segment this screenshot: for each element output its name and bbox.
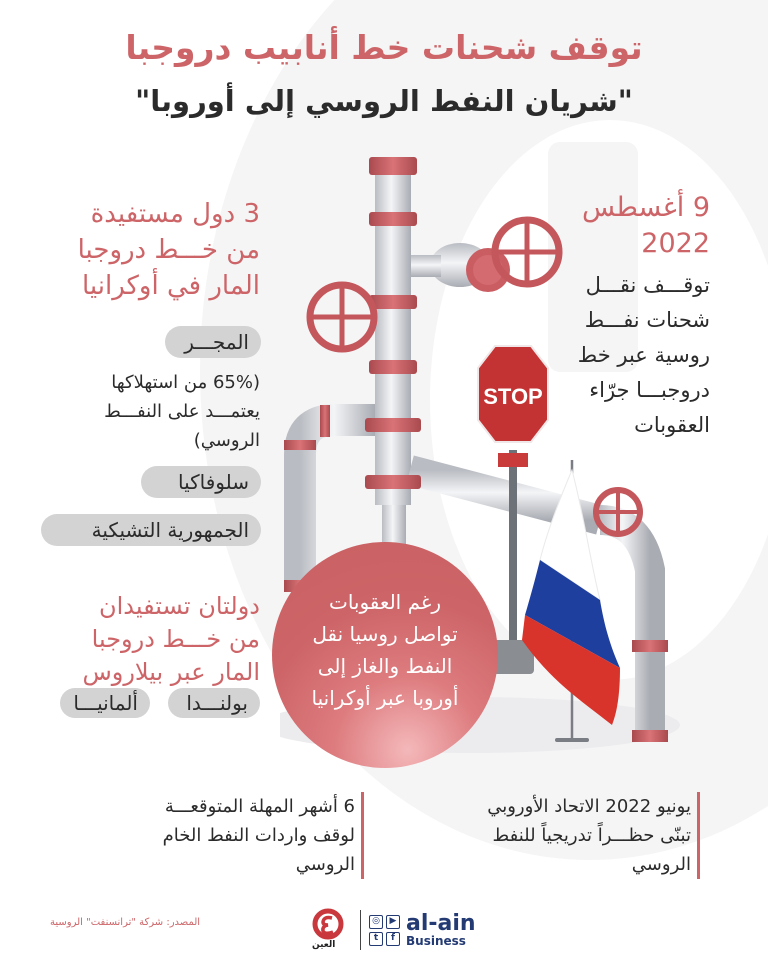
body-line: دروجبـــا جرّاء: [589, 378, 710, 402]
country-pill-czech: الجمهورية التشيكية: [41, 514, 261, 546]
date-heading: [510, 190, 710, 262]
highlight-circle: [272, 542, 498, 768]
page-subtitle: "شريان النفط الروسي إلى أوروبا": [135, 84, 633, 118]
twitter-icon[interactable]: t: [369, 932, 383, 946]
highlight-line: رغم العقوبات: [328, 590, 442, 614]
heading-line: 3 دول مستفيدة: [90, 199, 260, 229]
logo-divider: [360, 910, 361, 950]
date-line: 9 أغسطس: [581, 192, 710, 223]
country-pill-hungary: المجـــر: [165, 326, 261, 358]
highlight-line: النفط والغاز إلى: [317, 654, 453, 678]
note-line: يونيو 2022 الاتحاد الأوروبي: [487, 796, 691, 817]
note-line: الروسي: [295, 854, 355, 875]
heading-line: المار في أوكرانيا: [81, 271, 260, 301]
note-line: 6 أشهر المهلة المتوقعـــة: [164, 796, 355, 817]
instagram-icon[interactable]: ◎: [369, 915, 383, 929]
highlight-text: [312, 586, 459, 714]
brand-name: al-ain: [406, 910, 476, 936]
svg-text:STOP: STOP: [483, 384, 543, 409]
note-line: تبنّى حظـــراً تدريجياً للنفط: [492, 825, 691, 846]
eu-ban-note: [410, 792, 700, 879]
body-line: العقوبات: [634, 413, 710, 437]
al-ain-logo-icon: [308, 908, 348, 952]
facebook-icon[interactable]: f: [386, 932, 400, 946]
august-description: [510, 268, 710, 443]
social-icons: [369, 915, 400, 946]
august-2022-block: [510, 190, 710, 443]
country-pill-germany: ألمانيـــا: [60, 688, 150, 718]
date-line: 2022: [641, 228, 710, 259]
country-pill-slovakia: سلوفاكيا: [141, 466, 261, 498]
ukraine-route-heading: [10, 196, 260, 304]
youtube-icon[interactable]: ▶: [386, 915, 400, 929]
heading-line: من خـــط دروجبا: [77, 235, 260, 265]
brand-logo: [308, 908, 476, 952]
country-pill-poland: بولنـــدا: [168, 688, 260, 718]
note-line: الروسي: [631, 854, 691, 875]
heading-line: دولتان تستفيدان: [98, 592, 260, 620]
body-line: توقـــف نقـــل: [585, 273, 710, 297]
deadline-note: [74, 792, 364, 879]
note-line: الروسي): [193, 430, 260, 451]
page-title: توقف شحنات خط أنابيب دروجبا: [125, 28, 643, 67]
belarus-route-heading: [10, 590, 260, 689]
note-line: (65% من استهلاكها: [111, 372, 260, 393]
brand-wordmark: [406, 910, 476, 948]
logo-arabic-text: العين: [312, 940, 336, 950]
body-line: شحنات نفـــط: [584, 308, 710, 332]
source-credit: المصدر: شركة "ترانسنفت" الروسية: [50, 917, 201, 928]
note-line: لوقف واردات النفط الخام: [162, 825, 355, 846]
hungary-note: [40, 368, 260, 455]
note-line: يعتمـــد على النفـــط: [104, 401, 260, 422]
body-line: روسية عبر خط: [577, 343, 710, 367]
heading-line: المار عبر بيلاروس: [82, 658, 260, 686]
brand-sub: Business: [406, 933, 466, 948]
highlight-line: تواصل روسيا نقل: [312, 622, 458, 646]
highlight-line: أوروبا عبر أوكرانيا: [311, 686, 459, 710]
heading-line: من خـــط دروجبا: [91, 625, 260, 653]
